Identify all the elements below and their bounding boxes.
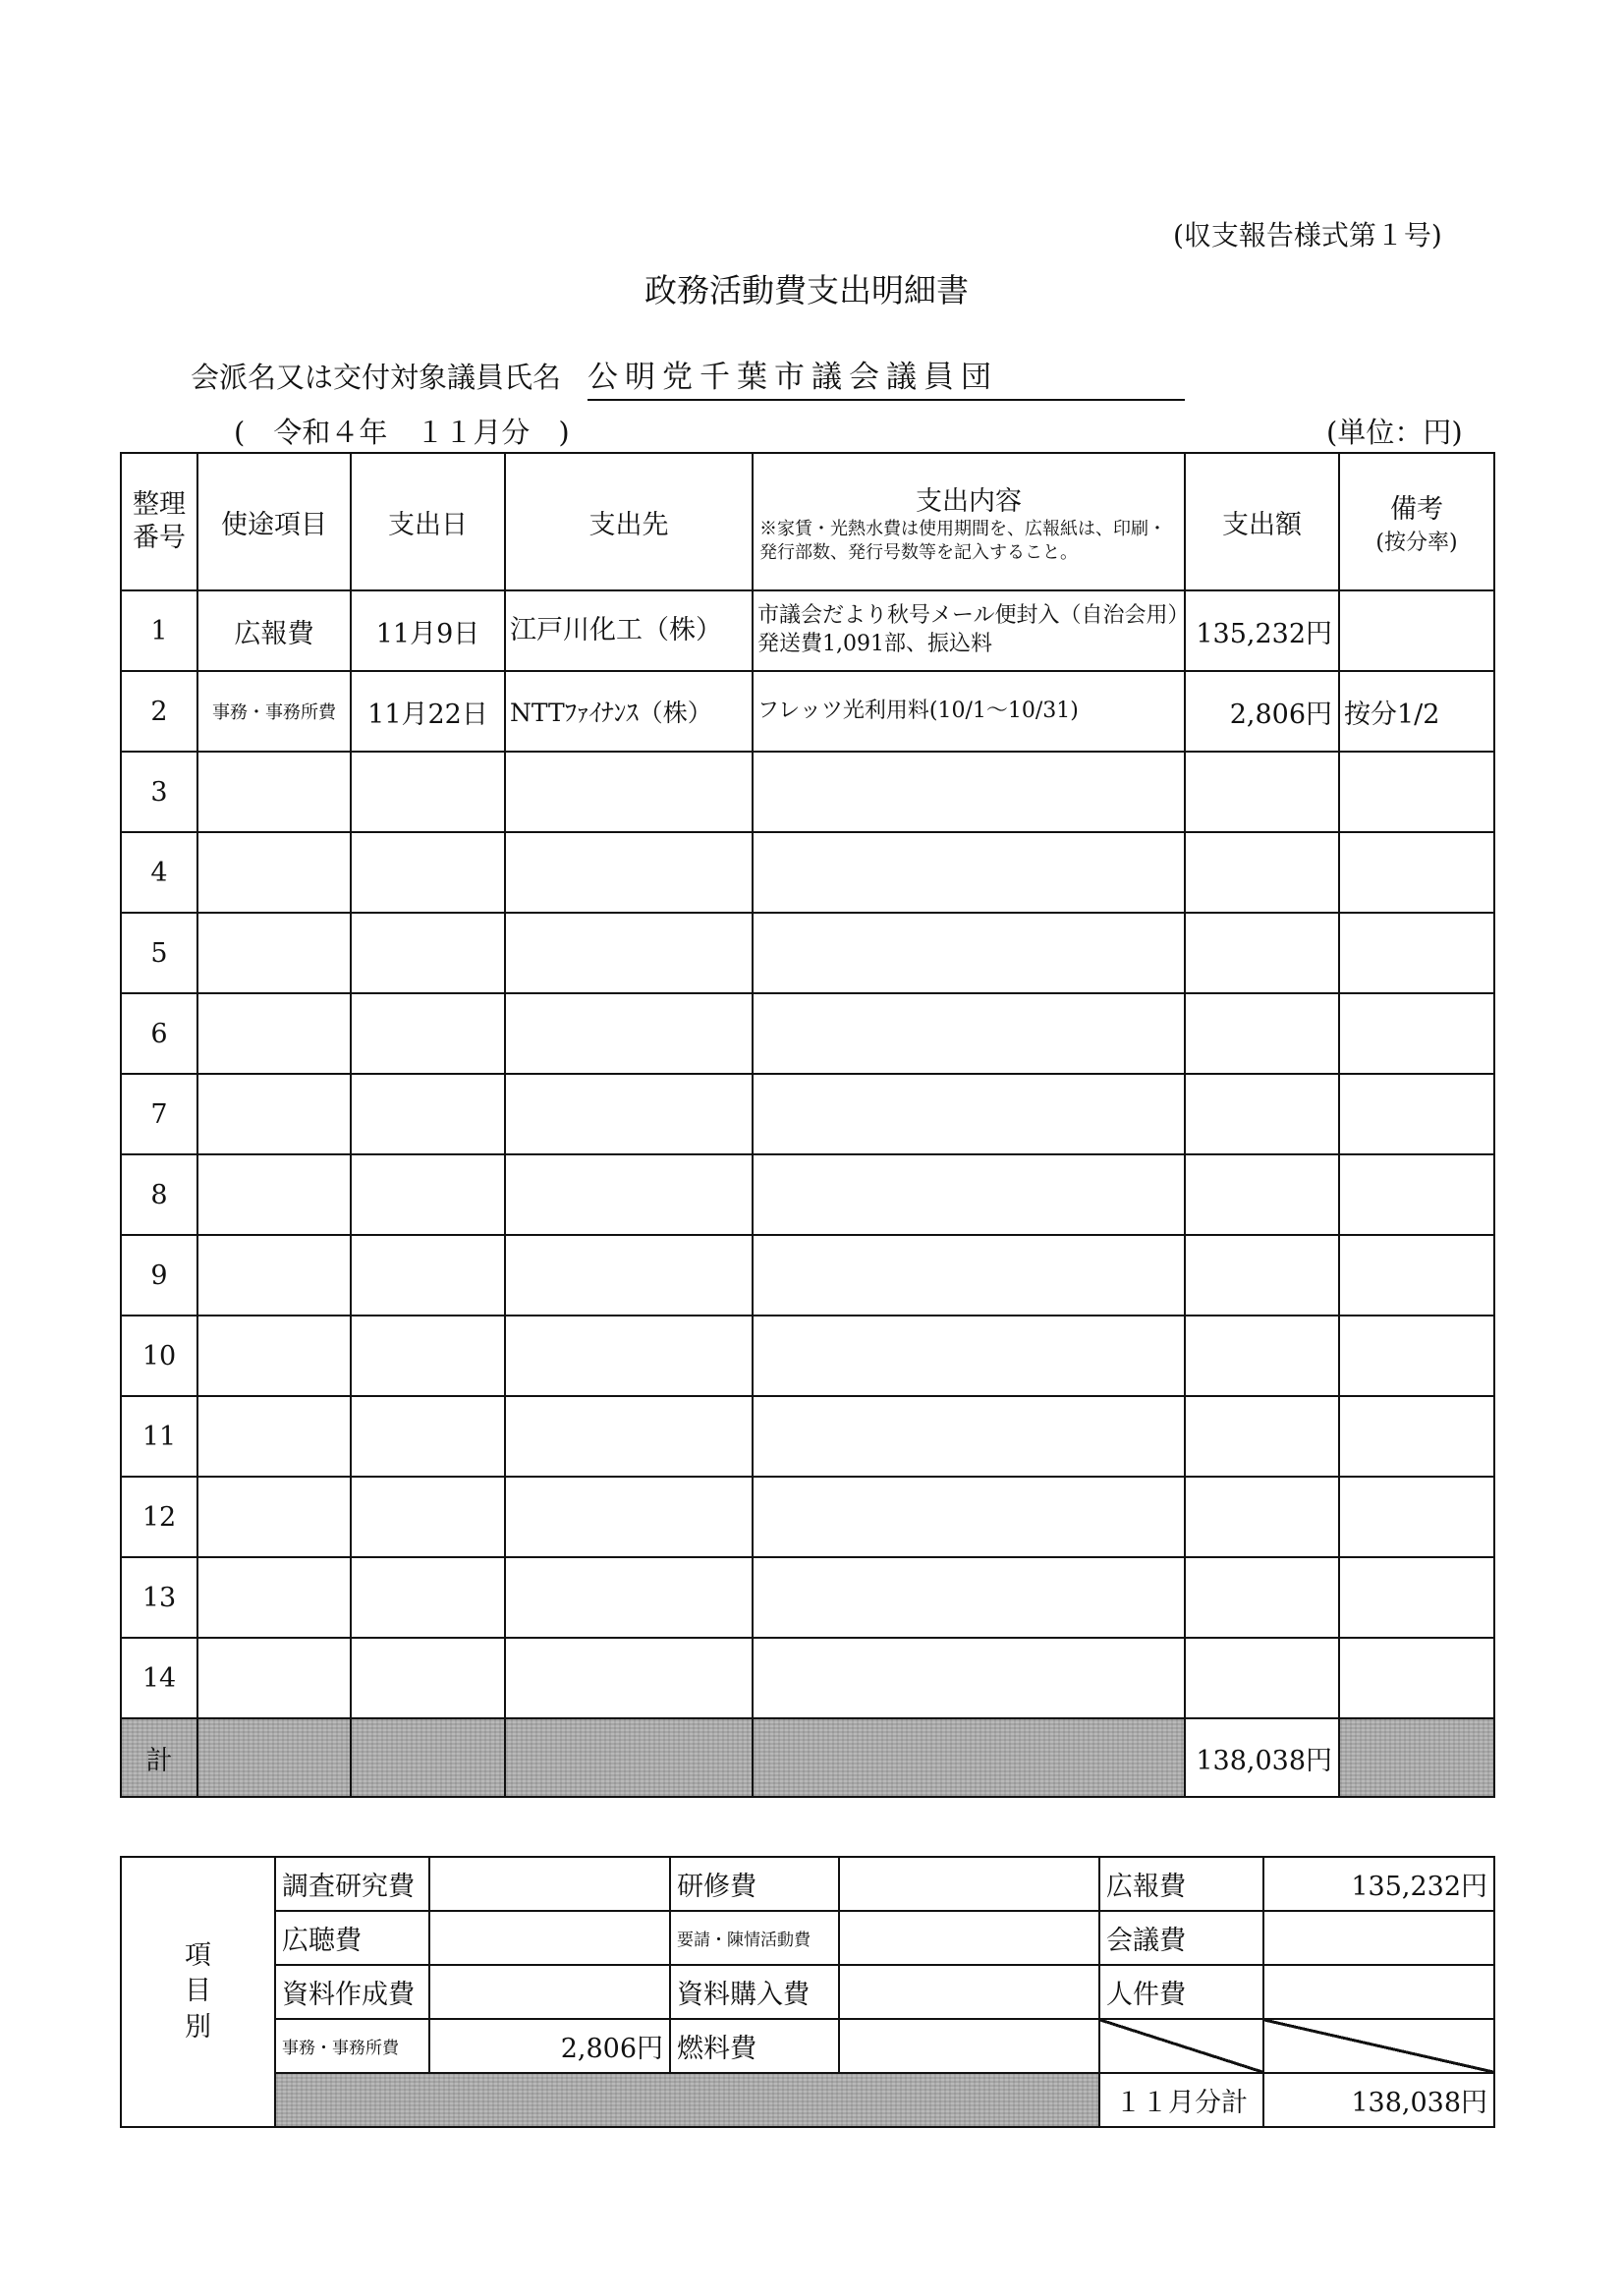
row-content xyxy=(753,1235,1185,1316)
table-header-row xyxy=(121,453,1494,590)
row-content xyxy=(753,1396,1185,1477)
row-purpose xyxy=(197,832,351,913)
cat-value-hearing xyxy=(429,1911,670,1965)
header-remarks-title: 備考 xyxy=(1390,494,1443,525)
table-row xyxy=(121,1154,1494,1235)
header-date: 支出日 xyxy=(351,453,505,590)
shaded-cell xyxy=(351,1718,505,1797)
row-amount xyxy=(1185,1477,1339,1557)
row-number: 10 xyxy=(121,1316,197,1396)
row-content xyxy=(753,993,1185,1074)
row-content: 市議会だより秋号メール便封入（自治会用）発送費1,091部、振込料 xyxy=(753,590,1185,671)
cat-value-fuel xyxy=(839,2019,1099,2073)
row-purpose xyxy=(197,1316,351,1396)
row-purpose: 広報費 xyxy=(197,590,351,671)
row-number: 5 xyxy=(121,913,197,993)
row-content xyxy=(753,1477,1185,1557)
table-row xyxy=(121,993,1494,1074)
row-payee xyxy=(505,1154,753,1235)
unit-label: (単位：円) xyxy=(1326,416,1463,449)
row-date xyxy=(351,1396,505,1477)
row-amount xyxy=(1185,1154,1339,1235)
shaded-cell xyxy=(505,1718,753,1797)
category-summary-table xyxy=(120,1856,1495,2128)
row-remarks xyxy=(1339,1235,1494,1316)
struck-cell xyxy=(1099,2019,1263,2073)
row-amount xyxy=(1185,1316,1339,1396)
category-row xyxy=(121,2073,1494,2127)
faction-name: 公明党千葉市議会議員団 xyxy=(588,352,1185,401)
struck-cell xyxy=(1263,2019,1494,2073)
row-number: 6 xyxy=(121,993,197,1074)
row-purpose: 事務・事務所費 xyxy=(197,671,351,752)
table-row xyxy=(121,1316,1494,1396)
row-number: 2 xyxy=(121,671,197,752)
cat-label-training: 研修費 xyxy=(670,1857,839,1911)
cat-label-fuel: 燃料費 xyxy=(670,2019,839,2073)
row-number: 4 xyxy=(121,832,197,913)
document-title: 政務活動費支出明細書 xyxy=(644,271,969,309)
faction-label: 会派名又は交付対象議員氏名 xyxy=(191,361,562,394)
header-amount: 支出額 xyxy=(1185,453,1339,590)
row-date xyxy=(351,1235,505,1316)
row-remarks xyxy=(1339,752,1494,832)
month-total-label: １１月分計 xyxy=(1099,2073,1263,2127)
row-content xyxy=(753,752,1185,832)
shaded-cell xyxy=(197,1718,351,1797)
cat-label-meeting: 会議費 xyxy=(1099,1911,1263,1965)
row-purpose xyxy=(197,752,351,832)
row-date xyxy=(351,1154,505,1235)
row-content xyxy=(753,832,1185,913)
category-side-label xyxy=(121,1857,275,2127)
row-purpose xyxy=(197,1396,351,1477)
cat-value-materials-creation xyxy=(429,1965,670,2019)
row-date: 11月9日 xyxy=(351,590,505,671)
row-payee xyxy=(505,1074,753,1154)
row-content xyxy=(753,1557,1185,1638)
cat-value-petition xyxy=(839,1911,1099,1965)
table-row xyxy=(121,752,1494,832)
table-row xyxy=(121,590,1494,671)
row-date xyxy=(351,1557,505,1638)
row-content: フレッツ光利用料(10/1～10/31) xyxy=(753,671,1185,752)
table-row xyxy=(121,1638,1494,1718)
row-payee xyxy=(505,752,753,832)
cat-label-petition: 要請・陳情活動費 xyxy=(670,1911,839,1965)
row-payee: NTTﾌｧｲﾅﾝｽ（株） xyxy=(505,671,753,752)
shaded-cell xyxy=(275,2073,1099,2127)
form-number: (収支報告様式第１号) xyxy=(1173,219,1442,252)
row-remarks xyxy=(1339,1154,1494,1235)
row-number: 14 xyxy=(121,1638,197,1718)
row-content xyxy=(753,1074,1185,1154)
row-date xyxy=(351,913,505,993)
row-number: 1 xyxy=(121,590,197,671)
table-row xyxy=(121,1074,1494,1154)
category-row xyxy=(121,1911,1494,1965)
cat-label-personnel: 人件費 xyxy=(1099,1965,1263,2019)
table-row xyxy=(121,1477,1494,1557)
row-number: 13 xyxy=(121,1557,197,1638)
header-remarks xyxy=(1339,453,1494,590)
row-remarks xyxy=(1339,1396,1494,1477)
cat-label-office: 事務・事務所費 xyxy=(275,2019,429,2073)
row-purpose xyxy=(197,1235,351,1316)
row-date xyxy=(351,1074,505,1154)
row-date xyxy=(351,1477,505,1557)
cat-value-office: 2,806円 xyxy=(429,2019,670,2073)
shaded-cell xyxy=(1339,1718,1494,1797)
cat-label-hearing: 広聴費 xyxy=(275,1911,429,1965)
cat-label-materials-creation: 資料作成費 xyxy=(275,1965,429,2019)
row-date xyxy=(351,832,505,913)
row-remarks xyxy=(1339,1316,1494,1396)
row-remarks: 按分1/2 xyxy=(1339,671,1494,752)
row-date xyxy=(351,993,505,1074)
row-amount xyxy=(1185,1074,1339,1154)
category-row xyxy=(121,2019,1494,2073)
header-content xyxy=(753,453,1185,590)
total-label: 計 xyxy=(121,1718,197,1797)
row-content xyxy=(753,913,1185,993)
table-row xyxy=(121,671,1494,752)
cat-value-personnel xyxy=(1263,1965,1494,2019)
cat-label-materials-purchase: 資料購入費 xyxy=(670,1965,839,2019)
cat-value-materials-purchase xyxy=(839,1965,1099,2019)
row-amount xyxy=(1185,1638,1339,1718)
category-side-label-text: 項目別 xyxy=(185,1939,211,2043)
row-date xyxy=(351,1316,505,1396)
row-payee xyxy=(505,1638,753,1718)
header-number: 整理番号 xyxy=(121,453,197,590)
month-total-value: 138,038円 xyxy=(1263,2073,1494,2127)
header-content-note: ※家賃・光熱水費は使用期間を、広報紙は、印刷・発行部数、発行号数等を記入すること。 xyxy=(759,519,1166,563)
row-remarks xyxy=(1339,913,1494,993)
row-purpose xyxy=(197,1638,351,1718)
row-remarks xyxy=(1339,1638,1494,1718)
row-amount xyxy=(1185,832,1339,913)
row-payee xyxy=(505,1235,753,1316)
cat-label-research: 調査研究費 xyxy=(275,1857,429,1911)
row-number: 11 xyxy=(121,1396,197,1477)
row-payee xyxy=(505,993,753,1074)
row-remarks xyxy=(1339,832,1494,913)
row-date: 11月22日 xyxy=(351,671,505,752)
row-payee xyxy=(505,1396,753,1477)
row-purpose xyxy=(197,1557,351,1638)
row-amount xyxy=(1185,1557,1339,1638)
row-amount xyxy=(1185,1235,1339,1316)
cat-value-training xyxy=(839,1857,1099,1911)
row-content xyxy=(753,1154,1185,1235)
row-remarks xyxy=(1339,1074,1494,1154)
row-remarks xyxy=(1339,993,1494,1074)
category-row xyxy=(121,1857,1494,1911)
row-payee xyxy=(505,832,753,913)
header-payee: 支出先 xyxy=(505,453,753,590)
cat-value-publicity: 135,232円 xyxy=(1263,1857,1494,1911)
row-payee xyxy=(505,913,753,993)
table-row xyxy=(121,1235,1494,1316)
reporting-period: ( 令和４年 １１月分 ) xyxy=(234,416,570,449)
row-number: 7 xyxy=(121,1074,197,1154)
expense-table xyxy=(120,452,1495,1798)
row-number: 3 xyxy=(121,752,197,832)
row-remarks xyxy=(1339,590,1494,671)
header-remarks-sub: (按分率) xyxy=(1375,531,1458,555)
row-remarks xyxy=(1339,1557,1494,1638)
total-row xyxy=(121,1718,1494,1797)
row-content xyxy=(753,1638,1185,1718)
shaded-cell xyxy=(753,1718,1185,1797)
table-row xyxy=(121,1557,1494,1638)
row-amount: 135,232円 xyxy=(1185,590,1339,671)
cat-value-meeting xyxy=(1263,1911,1494,1965)
row-date xyxy=(351,752,505,832)
row-purpose xyxy=(197,1074,351,1154)
row-remarks xyxy=(1339,1477,1494,1557)
row-amount xyxy=(1185,752,1339,832)
cat-label-publicity: 広報費 xyxy=(1099,1857,1263,1911)
row-number: 12 xyxy=(121,1477,197,1557)
row-purpose xyxy=(197,993,351,1074)
row-date xyxy=(351,1638,505,1718)
row-payee xyxy=(505,1477,753,1557)
header-purpose: 使途項目 xyxy=(197,453,351,590)
total-amount: 138,038円 xyxy=(1185,1718,1339,1797)
row-payee xyxy=(505,1557,753,1638)
category-row xyxy=(121,1965,1494,2019)
table-row xyxy=(121,913,1494,993)
header-content-title: 支出内容 xyxy=(916,486,1022,518)
row-number: 9 xyxy=(121,1235,197,1316)
row-number: 8 xyxy=(121,1154,197,1235)
row-purpose xyxy=(197,1477,351,1557)
cat-value-research xyxy=(429,1857,670,1911)
row-payee: 江戸川化工（株） xyxy=(505,590,753,671)
row-content xyxy=(753,1316,1185,1396)
row-purpose xyxy=(197,913,351,993)
table-row xyxy=(121,1396,1494,1477)
table-row xyxy=(121,832,1494,913)
row-purpose xyxy=(197,1154,351,1235)
row-amount: 2,806円 xyxy=(1185,671,1339,752)
row-amount xyxy=(1185,1396,1339,1477)
row-amount xyxy=(1185,993,1339,1074)
row-payee xyxy=(505,1316,753,1396)
row-amount xyxy=(1185,913,1339,993)
